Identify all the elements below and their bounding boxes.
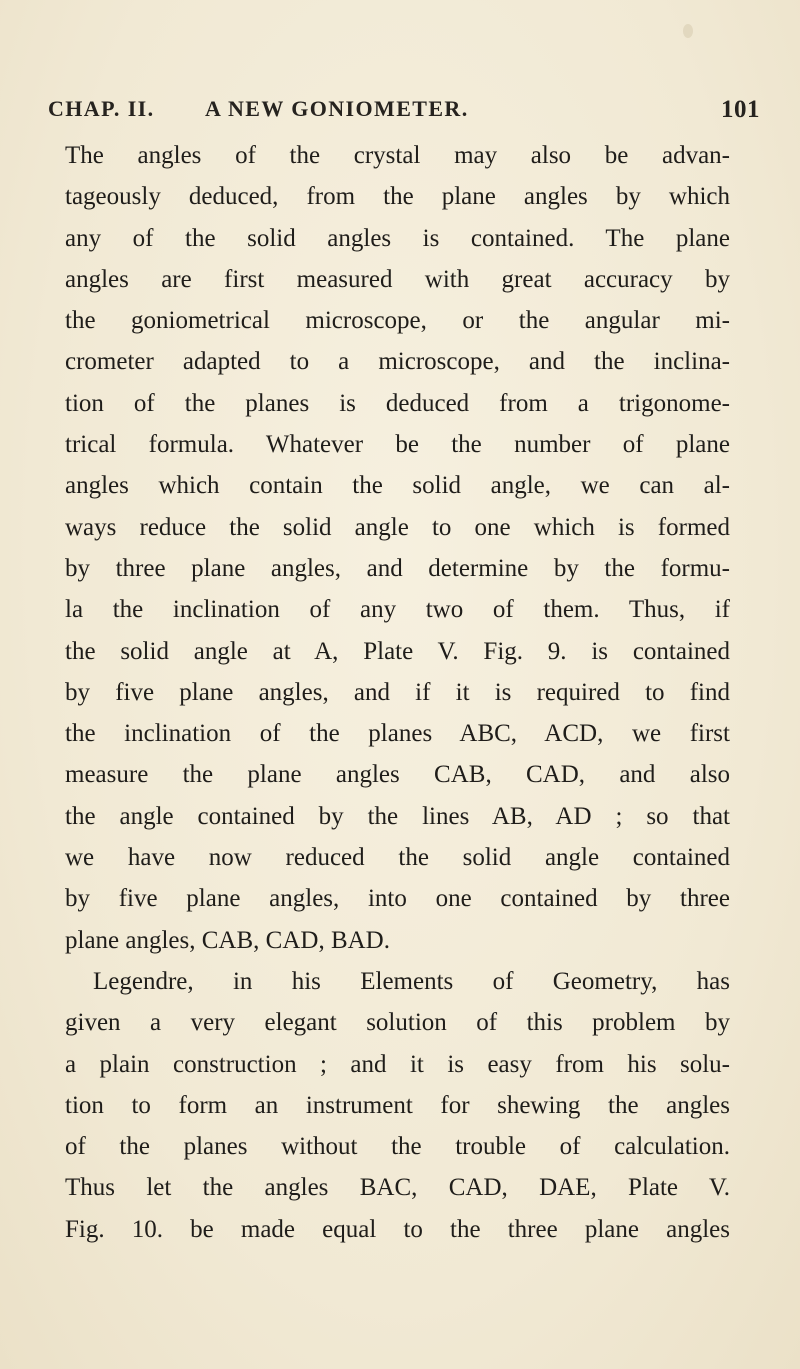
text-line: Fig. 10. be made equal to the three plane angles: [65, 1215, 730, 1243]
text-line: the inclination of the planes ABC, ACD, we first: [65, 720, 730, 748]
running-title: A NEW GONIOMETER.: [205, 96, 469, 121]
page-number: 101: [721, 96, 760, 123]
text-line: the solid angle at A, Plate V. Fig. 9. is contained: [65, 637, 730, 665]
text-line: tageously deduced, from the plane angles by which: [65, 183, 730, 211]
text-line: any of the solid angles is contained. The plane: [65, 224, 730, 252]
text-line: la the inclination of any two of them. Thus, if: [65, 596, 730, 624]
text-line: of the planes without the trouble of calculation.: [65, 1133, 730, 1161]
text-line: The angles of the crystal may also be advan-: [65, 142, 730, 169]
text-line: trical formula. Whatever be the number of plane: [65, 431, 730, 459]
text-line: measure the plane angles CAB, CAD, and also: [65, 761, 730, 789]
text-line: crometer adapted to a microscope, and the inclina-: [65, 348, 730, 376]
paper-speck: [683, 24, 693, 38]
text-line: tion of the planes is deduced from a trigonome-: [65, 389, 730, 417]
text-line: tion to form an instrument for shewing the angles: [65, 1091, 730, 1119]
body-text: [65, 135, 730, 1250]
text-line: Thus let the angles BAC, CAD, DAE, Plate V.: [65, 1174, 730, 1202]
text-line: by five plane angles, into one contained by three: [65, 885, 730, 913]
text-line: angles are first measured with great accuracy by: [65, 265, 730, 293]
text-line: plane angles, CAB, CAD, BAD.: [65, 926, 390, 954]
running-head: [48, 96, 760, 128]
text-line: ways reduce the solid angle to one which is formed: [65, 513, 730, 541]
text-line: a plain construction ; and it is easy from his solu-: [65, 1050, 730, 1078]
text-line: the angle contained by the lines AB, AD ; so that: [65, 802, 730, 830]
text-line: by three plane angles, and determine by the formu-: [65, 554, 730, 582]
text-line: we have now reduced the solid angle contained: [65, 844, 730, 872]
text-line: given a very elegant solution of this problem by: [65, 1009, 730, 1037]
chapter-label: CHAP. II.: [48, 96, 155, 121]
text-line: angles which contain the solid angle, we can al-: [65, 472, 730, 500]
text-line: the goniometrical microscope, or the angular mi-: [65, 307, 730, 335]
text-line: by five plane angles, and if it is required to find: [65, 678, 730, 706]
text-line: Legendre, in his Elements of Geometry, has: [93, 967, 730, 995]
